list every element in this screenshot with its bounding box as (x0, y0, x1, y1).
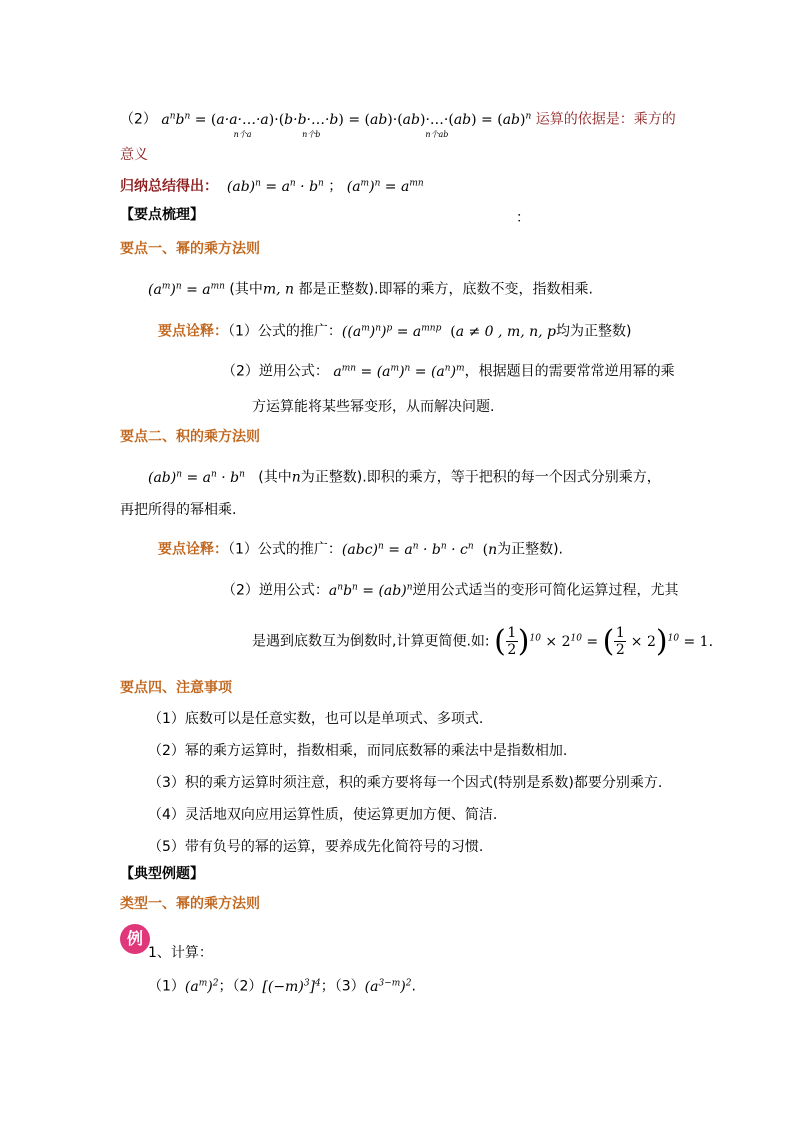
point4-item-4: （4）灵活地双向应用运算性质，使运算更加方便、简洁. (148, 807, 498, 823)
example1-q1-num: （1） (148, 978, 185, 995)
stray-mark: ： (516, 210, 530, 226)
point1-note2-a: （2）逆用公式： (222, 363, 329, 380)
point1-note2-formula: $a^{mn} = (a^m)^n = (a^n)^m$ (328, 363, 465, 380)
point1-note1-b: 均为正整数) (556, 323, 632, 340)
type1-title: 类型一、幂的乘方法则 (120, 896, 260, 912)
summary-label: 归纳总结得出： (120, 178, 218, 195)
underbrace-label-b: n个b (302, 129, 321, 139)
reciprocal-example-formula: ( $\frac{1}{2}$ )$^{10} \times 2^{10}$ = ( $\frac{1}{2}$ × 2)$^{10}$ = 1. (494, 623, 714, 659)
point2-formula: $(ab)^n = a^n \cdot b^n$ (148, 469, 245, 486)
examples-header: 【典型例题】 (120, 866, 204, 882)
point2-note2 (222, 577, 679, 601)
example1-q1-expr: $(a^m)^2$ (184, 978, 219, 995)
basis-value: 乘方的 (633, 111, 676, 128)
points-header: 【要点梳理】 (120, 207, 204, 223)
point2-title: 要点二、积的乘方法则 (120, 429, 260, 445)
point1-note-label: 要点诠释： (158, 323, 228, 340)
point1-note1-formula: $((a^m)^n)^p = a^{mnp}$ (a ≠ 0 , m, n, p (341, 323, 556, 340)
point1-desc-b: 都是正整数).即幂的乘方，底数不变，指数相乘. (298, 281, 593, 298)
example1-end: . (411, 978, 416, 995)
point1-note1 (158, 318, 631, 342)
point2-note2-b: 逆用公式适当的变形可简化运算过程，尤其 (412, 582, 679, 599)
underbrace-label-ab: n个ab (425, 129, 449, 139)
derivation-formula: $a^nb^n$ = (a·a·…·a n个a )·(b·b·…·b n个b ) = (ab)·(ab)·…·(ab) n个ab = (ab)$^n$ (161, 112, 535, 128)
point2-note-label: 要点诠释： (158, 541, 228, 558)
point4-item-3: （3）积的乘方运算时须注意，积的乘方要将每一个因式(特别是系数)都要分别乘方. (148, 775, 663, 791)
point4-item-1: （1）底数可以是任意实数，也可以是单项式、多项式. (148, 711, 484, 727)
point2-note1-formula: $(abc)^n = a^n \cdot b^n \cdot c^n$ (n (341, 541, 498, 558)
point2-note2-a: （2）逆用公式： (222, 582, 329, 599)
point2-desc-cont: 再把所得的幂相乘. (120, 502, 237, 518)
point2-desc (148, 464, 661, 488)
point2-note2-c: 是遇到底数互为倒数时,计算更简便.如: (252, 633, 490, 650)
summary-line (120, 173, 424, 197)
basis-label: 运算的依据是： (535, 111, 634, 128)
point2-desc-b: 为正整数).即积的乘方，等于把积的每一个因式分别乘方， (300, 469, 661, 486)
point1-vars: m, n (262, 281, 299, 298)
point4-item-2: （2）幂的乘方运算时，指数相乘，而同底数幂的乘法中是指数相加. (148, 743, 568, 759)
point1-desc-a: (其中 (229, 281, 263, 298)
point2-note2-cont (252, 621, 713, 659)
example1-q3-expr: $(a^{3-m})^2$ (364, 978, 412, 995)
summary-formula-1: $(ab)^n = a^n \cdot b^n$ (222, 178, 324, 195)
point2-desc-a: (其中 (258, 469, 292, 486)
example1-label: 1、计算： (148, 945, 213, 961)
point2-note1 (158, 536, 563, 560)
example1-q2-expr: $[(-m)^3]^4$ (262, 978, 321, 995)
point1-note2 (222, 358, 675, 382)
point1-formula: $(a^m)^n = a^{mn}$ (148, 281, 225, 298)
point4-title: 要点四、注意事项 (120, 680, 232, 696)
point1-note2-cont: 方运算能将某些幂变形，从而解决问题. (252, 399, 495, 415)
point2-var: n (291, 469, 301, 486)
basis-continuation: 意义 (120, 147, 148, 163)
point1-note1-a: （1）公式的推广： (228, 323, 342, 340)
point2-note1-a: （1）公式的推广： (228, 541, 342, 558)
example1-q2-num: ；（2） (218, 978, 263, 995)
derivation-line (120, 106, 676, 139)
point1-desc (148, 276, 593, 300)
point2-note2-formula: $a^nb^n = (ab)^n$ (328, 582, 413, 599)
underbrace-label-a: n个a (233, 129, 252, 139)
summary-formula-2: $(a^m)^n = a^{mn}$ (346, 178, 424, 195)
example1-q3-num: ；（3） (320, 978, 365, 995)
point2-note1-b: 为正整数). (497, 541, 564, 558)
example-badge-icon: 例 (120, 924, 150, 954)
point1-note2-b: ，根据题目的需要常常逆用幂的乘 (464, 363, 675, 380)
point4-item-5: （5）带有负号的幂的运算，要养成先化简符号的习惯. (148, 839, 484, 855)
derivation-number: （2） (120, 111, 157, 128)
point1-title: 要点一、幂的乘方法则 (120, 241, 260, 257)
example1-questions (148, 973, 416, 997)
summary-separator: ； (328, 178, 343, 195)
